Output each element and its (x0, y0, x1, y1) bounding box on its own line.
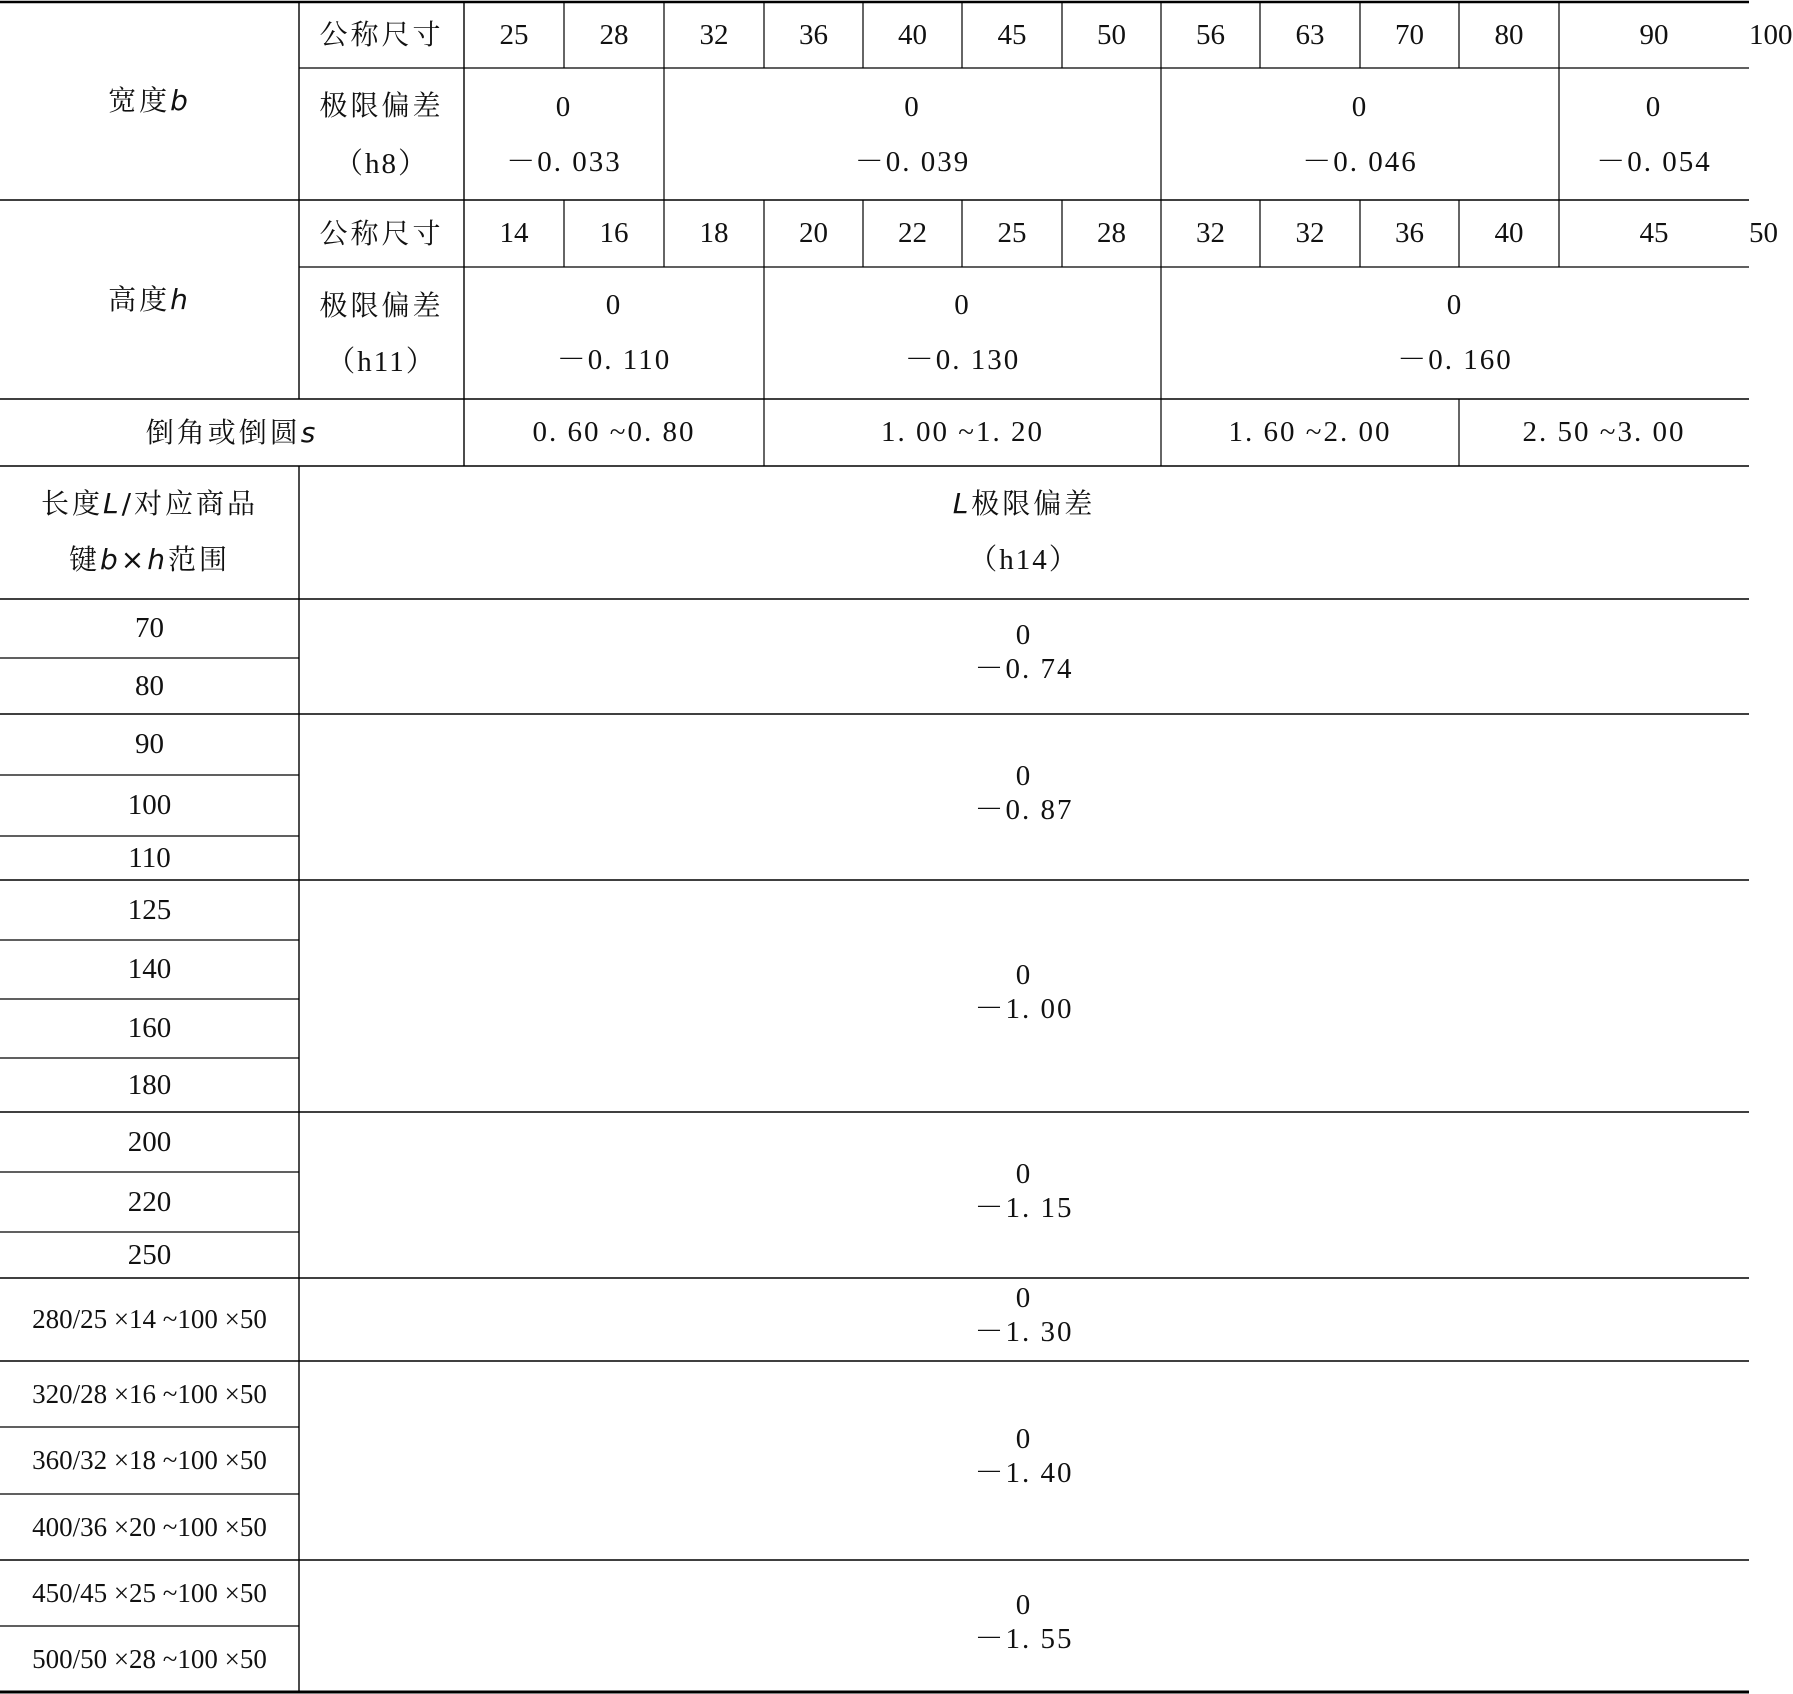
height-nominal-value: 32 (1196, 217, 1225, 249)
width-b-label: 宽度 b (108, 84, 191, 117)
length-deviation-upper: 0 (1015, 1282, 1033, 1314)
length-value: 140 (127, 953, 172, 985)
height-deviation-upper: 0 (954, 288, 971, 321)
width-nominal-value: 45 (997, 18, 1027, 51)
height-deviation-lower: －0. 130 (904, 343, 1021, 376)
chamfer-s-label: 倒角或倒圆 s (145, 415, 319, 449)
height-nominal-value: 16 (599, 217, 629, 249)
length-value: 500/50 ×28 ~100 ×50 (32, 1643, 267, 1674)
height-nominal-value: 40 (1494, 217, 1524, 249)
chamfer-range: 1. 60 ~2. 00 (1228, 416, 1392, 448)
chamfer-range: 2. 50 ~3. 00 (1522, 416, 1686, 448)
width-nominal-value: 56 (1196, 18, 1225, 51)
width-deviation-lower: －0. 046 (1302, 145, 1418, 178)
width-nominal-label: 公称尺寸 (319, 18, 444, 51)
height-h-label: 高度 h (108, 282, 191, 316)
length-deviation-upper: 0 (1015, 1588, 1033, 1621)
length-value: 160 (127, 1012, 172, 1044)
width-deviation-upper: 0 (904, 90, 921, 123)
width-nominal-value: 80 (1494, 18, 1524, 51)
width-deviation-label: 极限偏差 (319, 89, 444, 122)
width-nominal-value: 70 (1395, 18, 1424, 51)
length-deviation-grade: （h14） (968, 543, 1080, 576)
width-nominal-value: 100 (1749, 18, 1793, 51)
width-deviation-grade: （h8） (333, 147, 429, 180)
chamfer-range: 1. 00 ~1. 20 (881, 416, 1044, 448)
length-value: 125 (127, 893, 172, 926)
length-deviation-upper: 0 (1015, 1157, 1033, 1190)
height-nominal-value: 14 (499, 217, 529, 249)
width-nominal-value: 40 (898, 18, 927, 51)
length-header-range-label: 键 b × h 范围 (68, 543, 231, 576)
length-value: 400/36 ×20 ~100 ×50 (32, 1511, 267, 1542)
width-nominal-value: 90 (1639, 18, 1669, 51)
length-deviation-upper: 0 (1015, 1423, 1033, 1455)
height-nominal-value: 32 (1295, 217, 1325, 249)
height-nominal-value: 20 (799, 217, 828, 249)
length-deviation-lower: －0. 74 (974, 653, 1074, 685)
length-value: 360/32 ×18 ~100 ×50 (32, 1445, 267, 1475)
length-value: 110 (128, 841, 171, 874)
width-nominal-value: 28 (599, 18, 629, 51)
height-nominal-value: 45 (1639, 217, 1669, 249)
height-nominal-label: 公称尺寸 (319, 216, 444, 250)
length-value: 220 (127, 1185, 172, 1218)
height-nominal-value: 22 (898, 217, 927, 249)
height-nominal-value: 25 (997, 217, 1027, 249)
length-deviation-upper: 0 (1015, 958, 1033, 991)
length-value: 100 (127, 789, 172, 821)
length-deviation-lower: －1. 40 (974, 1457, 1074, 1489)
length-deviation-lower: －1. 30 (974, 1316, 1074, 1348)
length-value: 180 (127, 1068, 172, 1101)
length-value: 450/45 ×25 ~100 ×50 (32, 1577, 267, 1608)
height-deviation-grade: （h11） (326, 345, 437, 378)
height-deviation-lower: －0. 110 (556, 343, 672, 376)
length-value: 80 (135, 669, 164, 702)
length-deviation-lower: －0. 87 (974, 793, 1074, 826)
width-deviation-lower: －0. 039 (854, 145, 971, 178)
height-nominal-value: 50 (1749, 217, 1778, 249)
height-deviation-upper: 0 (1446, 288, 1464, 321)
height-deviation-lower: －0. 160 (1397, 343, 1513, 376)
length-header-label: 长度 L /对应商品 (40, 487, 259, 520)
width-nominal-value: 32 (699, 18, 729, 51)
width-deviation-lower: －0. 054 (1596, 145, 1712, 178)
width-nominal-value: 50 (1097, 18, 1126, 51)
length-value: 70 (135, 612, 164, 644)
length-deviation-lower: －1. 00 (974, 992, 1074, 1025)
length-deviation-lower: －1. 55 (974, 1622, 1074, 1655)
length-value: 200 (127, 1125, 172, 1158)
height-nominal-value: 18 (699, 217, 729, 249)
width-deviation-lower: －0. 033 (506, 145, 622, 178)
length-value: 320/28 ×16 ~100 ×50 (32, 1378, 267, 1409)
height-deviation-upper: 0 (605, 288, 623, 321)
width-deviation-upper: 0 (1351, 90, 1369, 123)
length-deviation-upper: 0 (1015, 759, 1033, 792)
width-nominal-value: 25 (499, 18, 529, 51)
chamfer-range: 0. 60 ~0. 80 (532, 416, 696, 448)
width-deviation-upper: 0 (555, 90, 573, 123)
height-deviation-label: 极限偏差 (319, 289, 444, 322)
width-nominal-value: 36 (799, 18, 828, 51)
length-deviation-lower: －1. 15 (974, 1191, 1074, 1224)
length-deviation-label: L 极限偏差 (952, 487, 1096, 520)
height-nominal-value: 36 (1395, 217, 1424, 249)
length-value: 280/25 ×14 ~100 ×50 (32, 1304, 267, 1334)
width-deviation-upper: 0 (1645, 90, 1663, 123)
length-deviation-upper: 0 (1015, 619, 1033, 651)
length-value: 90 (135, 728, 164, 760)
length-value: 250 (127, 1238, 172, 1271)
height-nominal-value: 28 (1097, 217, 1126, 249)
width-nominal-value: 63 (1295, 18, 1325, 51)
